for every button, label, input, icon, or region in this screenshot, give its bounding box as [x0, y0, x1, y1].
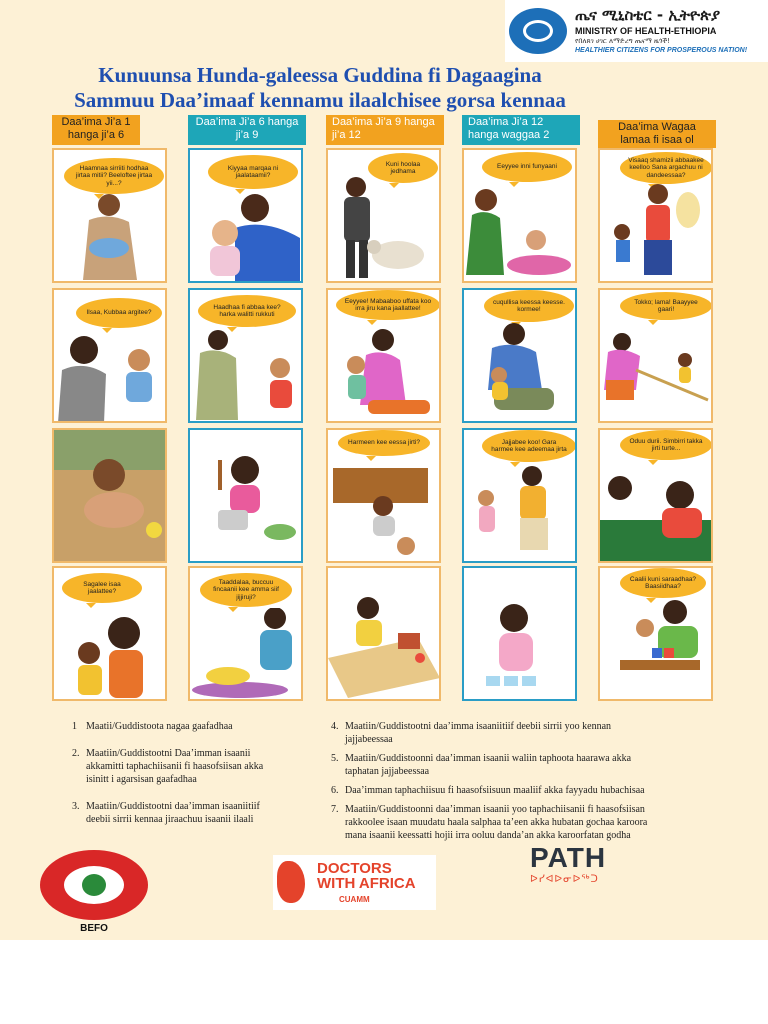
father-playing-with-blocks-illustration: [600, 598, 712, 701]
column-header-5: Daa’ima Wagaa lamaa fi isaa ol: [598, 120, 716, 148]
note-item: 3. Maatiin/Guddistootni daa’imman isaaniitiif deebii sirrii kennaa jiraachuu isaanii ilaali: [72, 801, 260, 825]
speech-bubble: Sagalee isaa jaalattee?: [62, 573, 142, 603]
panel-r3c3: [326, 428, 441, 563]
mother-and-child-with-rattle-illustration: [54, 608, 166, 701]
note-item: 6. Daa’imman taphachiisuu fi haasofsiisuun maaliif akka fayyadu hubachisaa: [331, 785, 645, 796]
path-logo: PATH: [530, 842, 607, 873]
baby-searching-for-mother-illustration: [328, 458, 440, 563]
note-item: 2. Maatiin/Guddistootni Daa’imman isaanii akkamitti taphachiisanii fi haasofsiisan akka isinitt i agarsisan gaafadhaa: [72, 748, 264, 785]
mother-changing-diaper-illustration: [190, 608, 302, 701]
mother-sweeping-with-child-illustration: [600, 320, 712, 423]
ministry-logo-block: [505, 0, 768, 62]
mother-telling-story-illustration: [600, 460, 712, 563]
page-title-line1: Kunuunsa Hunda-galeessa Guddina fi Dagaagina: [98, 63, 542, 87]
panel-r2c2: [188, 288, 303, 423]
panel-r3c2: [188, 428, 303, 563]
mother-playing-with-baby-illustration: [328, 320, 440, 423]
panel-r2c4: [462, 288, 577, 423]
page-title-line2: Sammuu Daa’imaaf kennamu ilaalchisee gorsa kennaa: [74, 88, 566, 112]
panel-r3c4: [462, 428, 577, 563]
speech-bubble: Ilsaa, Kubbaa argitee?: [76, 298, 162, 328]
ministry-english-name: MINISTRY OF HEALTH-ETHIOPIA: [575, 26, 717, 36]
doctors-with-africa-logo: DOCTORS WITH AFRICA CUAMM: [273, 855, 436, 910]
parent-showing-ball-illustration: [54, 330, 166, 423]
column-header-3: Daa’ima Ji’a 9 hanga ji’a 12: [326, 115, 444, 145]
note-item: 7. Maatiin/Guddistoonni daa’imman isaanii yoo taphachiisanii fi haasofsiisan rakkoolee isaan muudatu haala salphaa ta’een akka hubatan gochaa karoora mana isaanii keessatti hojii irra ooluu danda’an akka karoorfatan godha: [331, 804, 648, 841]
mother-hanging-laundry-illustration: [600, 180, 712, 283]
speech-bubble: Kiyyaa marqaa ni jaalataamii?: [208, 155, 298, 189]
father-with-sheep-illustration: [328, 175, 440, 283]
note-item: 5. Maatiin/Guddistoonni daa’imman isaanii waliin taphoota haarawa akka taphatan jajjabeessaa: [331, 753, 632, 777]
panel-r1c3: [326, 148, 441, 283]
panel-r3c5: [598, 428, 713, 563]
notes-right-column: [331, 720, 651, 848]
panel-r4c1: [52, 566, 167, 701]
column-header-4: Daa’ima Ji’a 12 hanga waggaa 2: [462, 115, 580, 145]
speech-bubble: Taaddalaa, buccuu fincaanii kee amma siif jijjiruji?: [200, 573, 292, 607]
panel-r3c1: [52, 428, 167, 563]
mother-bathing-baby-illustration: [464, 180, 576, 283]
speech-bubble: Tokko; lama! Baayyee gaari!: [620, 292, 712, 320]
panel-r2c1: [52, 288, 167, 423]
child-stacking-cups-illustration: [464, 588, 576, 701]
ministry-amharic-name: ጤና ሚኒስቴር - ኢትዮጵያ: [575, 6, 721, 24]
panel-r4c4: [462, 566, 577, 701]
note-item: 1 Maatii/Guddistoota nagaa gaafadhaa: [72, 721, 233, 732]
baby-playing-with-pots-illustration: [190, 440, 302, 563]
father-playing-with-child-illustration: [464, 320, 576, 423]
father-feeding-baby-illustration: [195, 188, 303, 283]
column-header-2: Daa’ima Ji’a 6 hanga ji’a 9: [188, 115, 306, 145]
notes-left-column: [72, 720, 272, 832]
column-header-1: Daa’ima Ji’a 1 hanga ji’a 6: [52, 115, 140, 145]
speech-bubble: cuqullisa keessa keesse. kormee!: [484, 290, 574, 322]
ministry-tagline: HEALTHIER CITIZENS FOR PROSPEROUS NATION!: [575, 47, 748, 54]
panel-r4c2: [188, 566, 303, 701]
panel-r1c5: [598, 148, 713, 283]
ministry-emblem-icon: [509, 8, 567, 54]
speech-bubble: Harmeen kee eessa jirti?: [338, 430, 430, 456]
speech-bubble: Eeyyee inni funyaani: [482, 152, 572, 182]
child-walking-to-mother-illustration: [464, 462, 576, 563]
befo-logo: [40, 850, 148, 920]
speech-bubble: Oduu durii. Simbirri takka jirti turte...: [620, 430, 712, 460]
panel-r4c3: [326, 566, 441, 701]
speech-bubble: Kuni hoolaa jedhama: [368, 153, 438, 183]
ministry-tagline-amharic: የበለጸገ ሀገር ለማድረግ ጤናማ ዜጎች!: [575, 37, 671, 45]
note-item: 4. Maatiin/Guddistootni daa’imma isaaniitiif deebii sirrii yoo kennan jajjabeessaa: [331, 721, 612, 745]
panel-r2c3: [326, 288, 441, 423]
speech-bubble: Caalii kuni saraadhaa? Baasiidhaa?: [620, 568, 706, 598]
speech-bubble: Eeyyee! Mabaaboo uffata koo irra jiru kana jaallattee!: [336, 290, 440, 320]
speech-bubble: Jajjabee koo! Gara harmee kee adeemaa jirta: [482, 430, 576, 462]
baby-crawling-toward-ball-illustration: [54, 430, 166, 563]
path-logo-subtitle: ᐅᓯᐊᐅᓂᐅᖅᑐ: [530, 874, 599, 885]
befo-label: BEFO: [80, 923, 108, 934]
panel-r4c5: [598, 566, 713, 701]
panel-r2c5: [598, 288, 713, 423]
child-playing-with-toys-illustration: [328, 588, 440, 701]
mother-clapping-with-baby-illustration: [190, 328, 302, 423]
speech-bubble: Visaaq shamizii abbaakee keelloo Sana argachuu ni dandeessaa?: [620, 152, 712, 184]
panel-r1c2: [188, 148, 303, 283]
speech-bubble: Haadhaa fi abbaa kee? harka walitti rukkuti: [198, 295, 296, 327]
speech-bubble: Haamnaa sirriiti hodhaa jirtaa mitii? Beeloftee jirtaa yii...?: [64, 158, 164, 194]
panel-r1c1: [52, 148, 167, 283]
panel-r1c4: [462, 148, 577, 283]
mother-breastfeeding-illustration: [69, 190, 159, 283]
africa-map-icon: [277, 861, 305, 903]
